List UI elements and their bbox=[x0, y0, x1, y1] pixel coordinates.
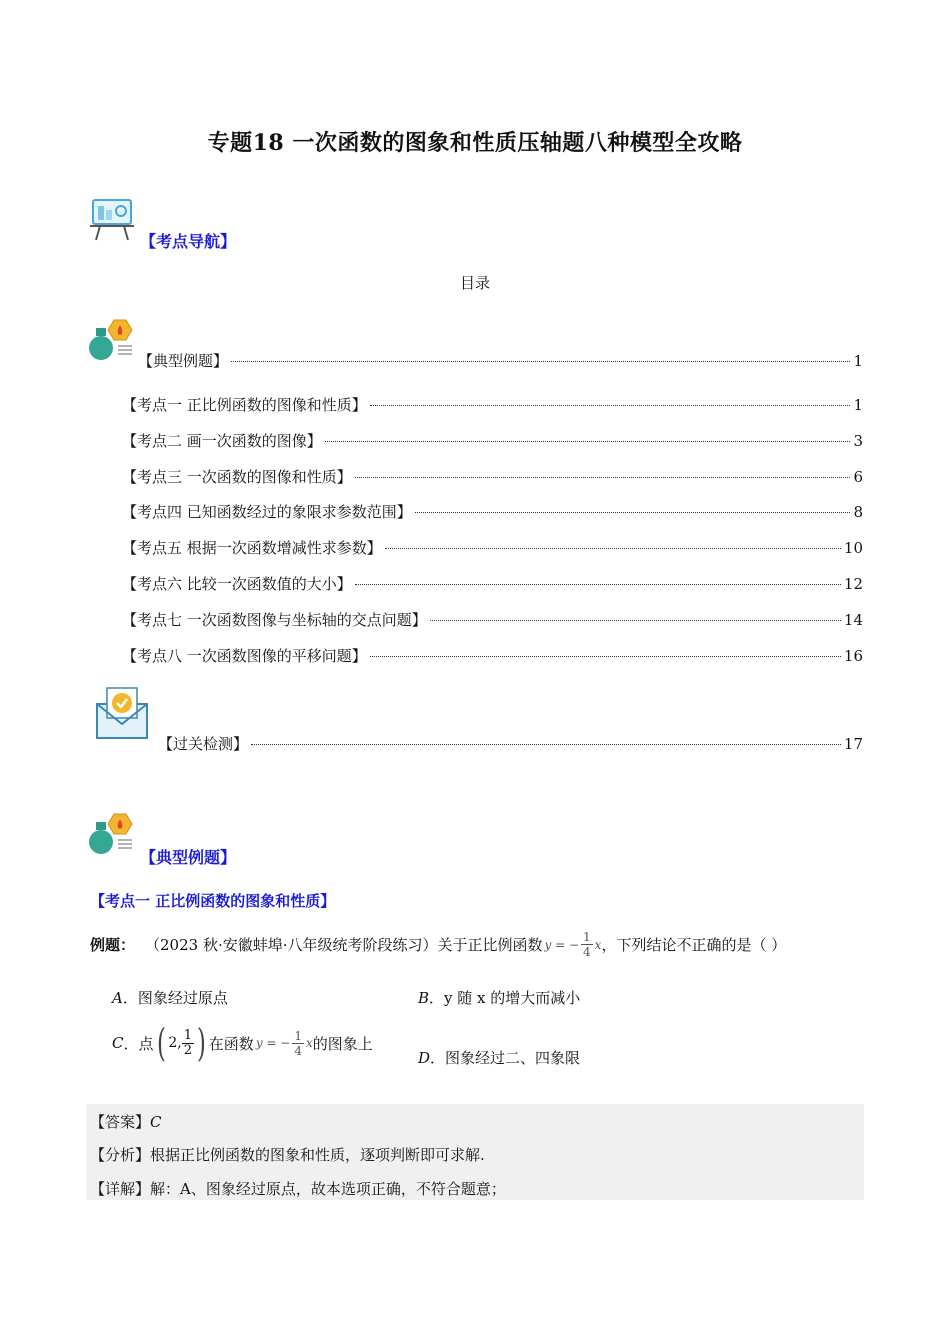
fraction-numerator: 1 bbox=[583, 930, 591, 944]
toc-page-number: 1 bbox=[853, 396, 863, 414]
toc-leader bbox=[370, 656, 841, 657]
option-b bbox=[418, 987, 580, 1008]
toc-leader bbox=[231, 361, 850, 362]
toc-item-label: 【考点六 比较一次函数值的大小】 bbox=[122, 575, 352, 593]
toc-leader bbox=[370, 405, 851, 406]
toc-item-1[interactable] bbox=[122, 394, 863, 416]
toc-item-label: 【考点一 正比例函数的图像和性质】 bbox=[122, 396, 367, 414]
toc-item-label: 【考点八 一次函数图像的平移问题】 bbox=[122, 647, 367, 665]
point-coordinates: ( 2, $\frac{1}{2}$ ) bbox=[156, 1021, 206, 1065]
toc-item-8[interactable] bbox=[122, 645, 863, 667]
toc-item-label: 【考点五 根据一次函数增减性求参数】 bbox=[122, 539, 382, 557]
answer-line bbox=[90, 1111, 162, 1132]
toc-leader bbox=[430, 620, 841, 621]
option-letter: A bbox=[112, 989, 123, 1007]
toc-item-label: 【考点二 画一次函数的图像】 bbox=[122, 432, 322, 450]
option-text: ．图象经过二、四象限 bbox=[430, 1049, 581, 1067]
point-y-fraction bbox=[182, 1029, 194, 1058]
example-text: （2023 秋·安徽蚌埠·八年级统考阶段练习）关于正比例函数 bbox=[145, 936, 543, 954]
fraction-denominator: 4 bbox=[583, 945, 591, 959]
toc-page-number: 10 bbox=[843, 539, 863, 557]
fraction-denominator: 2 bbox=[183, 1042, 192, 1058]
toc-leader bbox=[325, 441, 851, 442]
toc-page-number: 17 bbox=[843, 735, 863, 753]
option-letter: C bbox=[112, 1034, 124, 1052]
option-c bbox=[112, 1021, 373, 1065]
toc-page-number: 16 bbox=[843, 647, 863, 665]
formula-variable: x bbox=[594, 937, 602, 952]
answer-label: 【答案】 bbox=[90, 1113, 151, 1131]
formula-lhs: y = − bbox=[255, 1036, 291, 1050]
toc-main-row[interactable] bbox=[138, 350, 863, 372]
detail-line bbox=[90, 1178, 506, 1199]
toc-item-label: 【考点四 已知函数经过的象限求参数范围】 bbox=[122, 503, 412, 521]
toc-check-label: 【过关检测】 bbox=[158, 735, 249, 753]
example-question bbox=[90, 930, 786, 959]
detail-label: 【详解】 bbox=[90, 1180, 151, 1198]
envelope-check-icon bbox=[94, 686, 150, 740]
toc-page-number: 3 bbox=[853, 432, 863, 450]
option-text: 在函数 bbox=[208, 1034, 254, 1053]
detail-text: 解：A、图象经过原点，故本选项正确，不符合题意； bbox=[150, 1180, 506, 1198]
flask-icon bbox=[88, 812, 134, 858]
option-text: ．图象经过原点 bbox=[122, 989, 228, 1007]
toc-page-number: 14 bbox=[843, 611, 863, 629]
option-letter: B bbox=[418, 989, 430, 1007]
example-text-after: ，下列结论不正确的是（ ） bbox=[601, 936, 787, 954]
toc-main-label: 【典型例题】 bbox=[138, 352, 229, 370]
formula-variable: x bbox=[305, 1036, 313, 1050]
toc-page-number: 1 bbox=[853, 352, 863, 370]
toc-item-6[interactable] bbox=[122, 573, 863, 595]
option-a bbox=[112, 987, 228, 1008]
toc-item-2[interactable] bbox=[122, 430, 863, 452]
option-d bbox=[418, 1047, 580, 1068]
toc-leader bbox=[385, 548, 841, 549]
fraction-denominator: 4 bbox=[294, 1043, 302, 1058]
toc-check-row[interactable] bbox=[158, 733, 863, 755]
toc-item-label: 【考点三 一次函数的图像和性质】 bbox=[122, 468, 352, 486]
toc-page-number: 12 bbox=[843, 575, 863, 593]
toc-leader bbox=[251, 744, 841, 745]
toc-leader bbox=[355, 477, 851, 478]
toc-item-label: 【考点七 一次函数图像与坐标轴的交点问题】 bbox=[122, 611, 427, 629]
option-text: ．点 bbox=[123, 1034, 154, 1053]
fraction bbox=[581, 930, 593, 959]
fraction-numerator: 1 bbox=[294, 1028, 302, 1043]
fraction-numerator: 1 bbox=[183, 1027, 192, 1043]
toc-item-7[interactable] bbox=[122, 609, 863, 631]
toc-page-number: 8 bbox=[853, 503, 863, 521]
fraction bbox=[292, 1029, 304, 1058]
point-x: 2, bbox=[168, 1035, 182, 1051]
toc-item-4[interactable] bbox=[122, 501, 863, 523]
toc-leader bbox=[415, 512, 851, 513]
function-formula bbox=[545, 930, 602, 959]
option-letter: D bbox=[418, 1049, 431, 1067]
formula-lhs: y = − bbox=[544, 937, 580, 952]
section-subheading: 【考点一 正比例函数的图象和性质】 bbox=[90, 892, 336, 910]
toc-item-5[interactable] bbox=[122, 537, 863, 559]
example-prefix: 例题： bbox=[90, 936, 136, 954]
nav-heading: 【考点导航】 bbox=[140, 232, 237, 251]
section-heading: 【典型例题】 bbox=[140, 848, 237, 867]
function-formula bbox=[256, 1029, 313, 1058]
analysis-label: 【分析】 bbox=[90, 1146, 151, 1164]
toc-title: 目录 bbox=[459, 274, 490, 292]
presentation-board-icon bbox=[90, 196, 136, 242]
toc-page-number: 6 bbox=[853, 468, 863, 486]
analysis-text: 根据正比例函数的图象和性质，逐项判断即可求解. bbox=[150, 1146, 485, 1164]
option-text: 的图象上 bbox=[312, 1034, 373, 1053]
toc-item-3[interactable] bbox=[122, 466, 863, 488]
answer-value: C bbox=[150, 1113, 162, 1131]
flask-icon bbox=[88, 318, 134, 364]
option-text: ．y 随 x 的增大而减小 bbox=[429, 989, 581, 1007]
toc-leader bbox=[355, 584, 841, 585]
page-title: 专题18 一次函数的图象和性质压轴题八种模型全攻略 bbox=[207, 130, 743, 156]
analysis-line bbox=[90, 1144, 485, 1165]
